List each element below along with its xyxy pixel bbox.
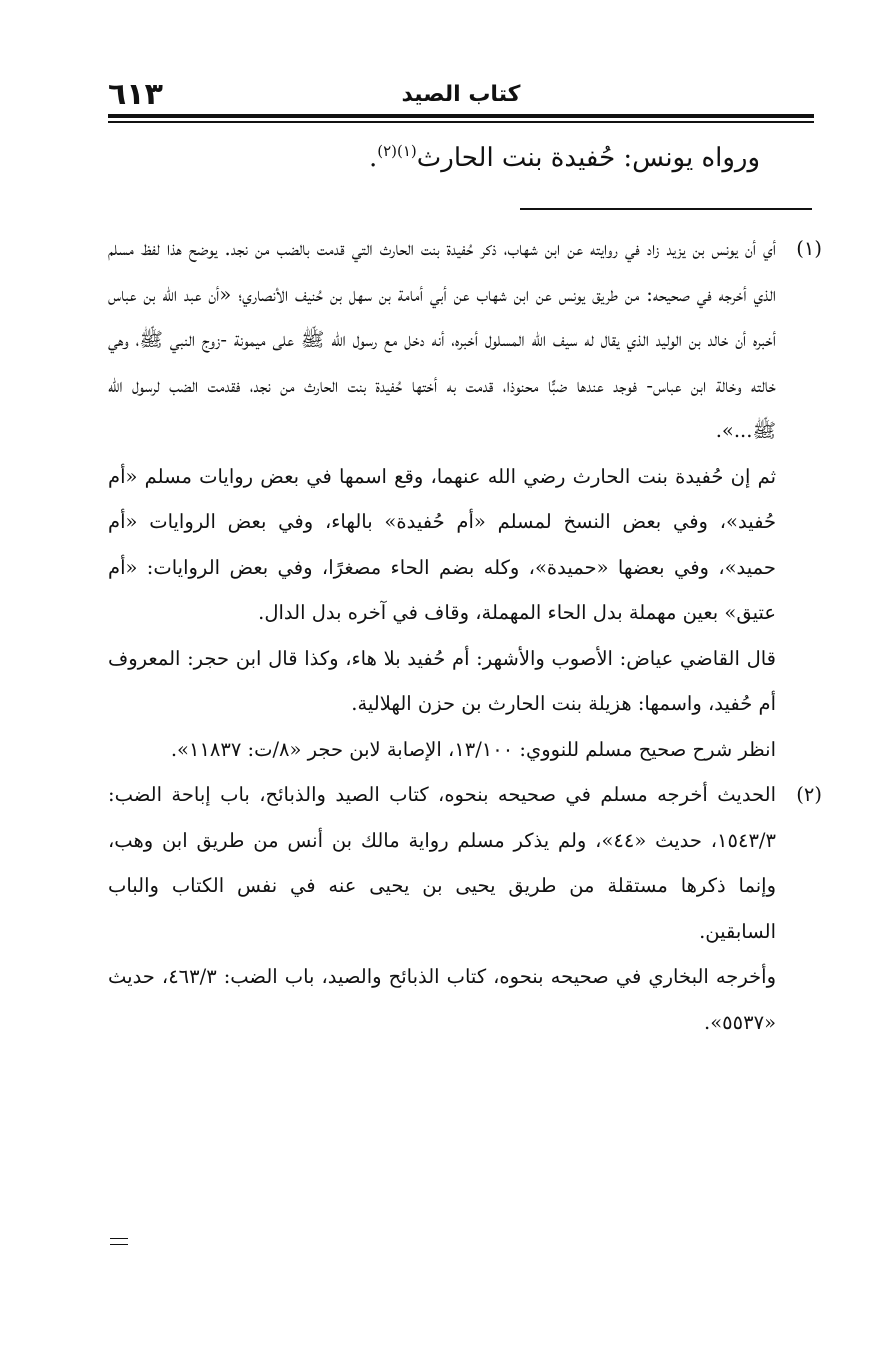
running-title: كتاب الصيد: [401, 82, 521, 107]
footnote-paragraph: الحديث أخرجه مسلم في صحيحه بنحوه، كتاب الصيد والذبائح، باب إباحة الضب: ١٥٤٣/٣، حديث «٤٤»، ولم يذكر مسلم رواية مالك بن أنس من طريق ابن وهب، وإنما ذكرها مستقلة من طريق يحيى بن يحيى عنه في نفس الكتاب والباب السابقين.: [108, 783, 776, 943]
page-header: [108, 78, 814, 112]
footnote-paragraph: وأخرجه البخاري في صحيحه بنحوه، كتاب الذبائح والصيد، باب الضب: ٤٦٣/٣، حديث «٥٥٣٧».: [108, 965, 777, 1034]
footnote-paragraph: انظر شرح صحيح مسلم للنووي: ١٣/١٠٠، الإصابة لابن حجر «٨/ت: ١١٨٣٧».: [170, 737, 776, 761]
footnotes: [108, 226, 822, 1045]
footnote-paragraph: قال القاضي عياض: الأصوب والأشهر: أم حُفيد بلا هاء، وكذا قال ابن حجر: المعروف أم حُفيد، واسمها: هزيلة بنت الحارث بن حزن الهلالية.: [108, 646, 776, 715]
page-number: ٦١٣: [108, 77, 163, 112]
main-text: [369, 136, 760, 180]
footnote-separator: [520, 208, 812, 210]
end-mark: [110, 1238, 128, 1245]
main-text-end: .: [368, 143, 378, 173]
footnote-paragraph: أي أن يونس بن يزيد زاد في روايته عن ابن شهاب، ذكر حُفيدة بنت الحارث التي قدمت بالضب من نجد. يوضح هذا لفظ مسلم الذي أخرجه في صحيحه: من طريق يونس عن ابن شهاب عن أبي أمامة بن سهل بن حُنيف الأنصاري؛ «أن عبد الله بن عباس أخبره أن خالد بن الوليد الذي يقال له سيف الله المسلول أخبره، أنه دخل مع رسول الله ﷺ على ميمونة -زوج النبي ﷺ، وهي خالته وخالة ابن عباس- فوجد عندها ضبًّا محنوذا، قدمت به أختها حُفيدة بنت الحارث من نجد، فقدمت الضب لرسول الله ﷺ...».: [108, 237, 776, 442]
main-text-body: ورواه يونس: حُفيدة بنت الحارث: [416, 143, 760, 173]
footnote-number: (١): [796, 237, 822, 260]
footnote-2: [108, 772, 822, 1045]
main-text-footnote-refs: (١)(٢): [377, 142, 417, 160]
footnote-paragraph: ثم إن حُفيدة بنت الحارث رضي الله عنهما، وقع اسمها في بعض روايات مسلم «أم حُفيد»، وفي بعض النسخ لمسلم «أم حُفيدة» بالهاء، وفي بعض الروايات «أم حميد»، وفي بعضها «حميدة»، وكله بضم الحاء مصغرًا، وفي بعض الروايات: «أم عتيق» بعين مهملة بدل الحاء المهملة، وقاف في آخره بدل الدال.: [108, 464, 776, 624]
header-rule-thin: [108, 121, 814, 123]
footnote-1: [108, 226, 822, 772]
footnote-number: (٢): [796, 783, 822, 806]
header-rule-thick: [108, 114, 814, 118]
